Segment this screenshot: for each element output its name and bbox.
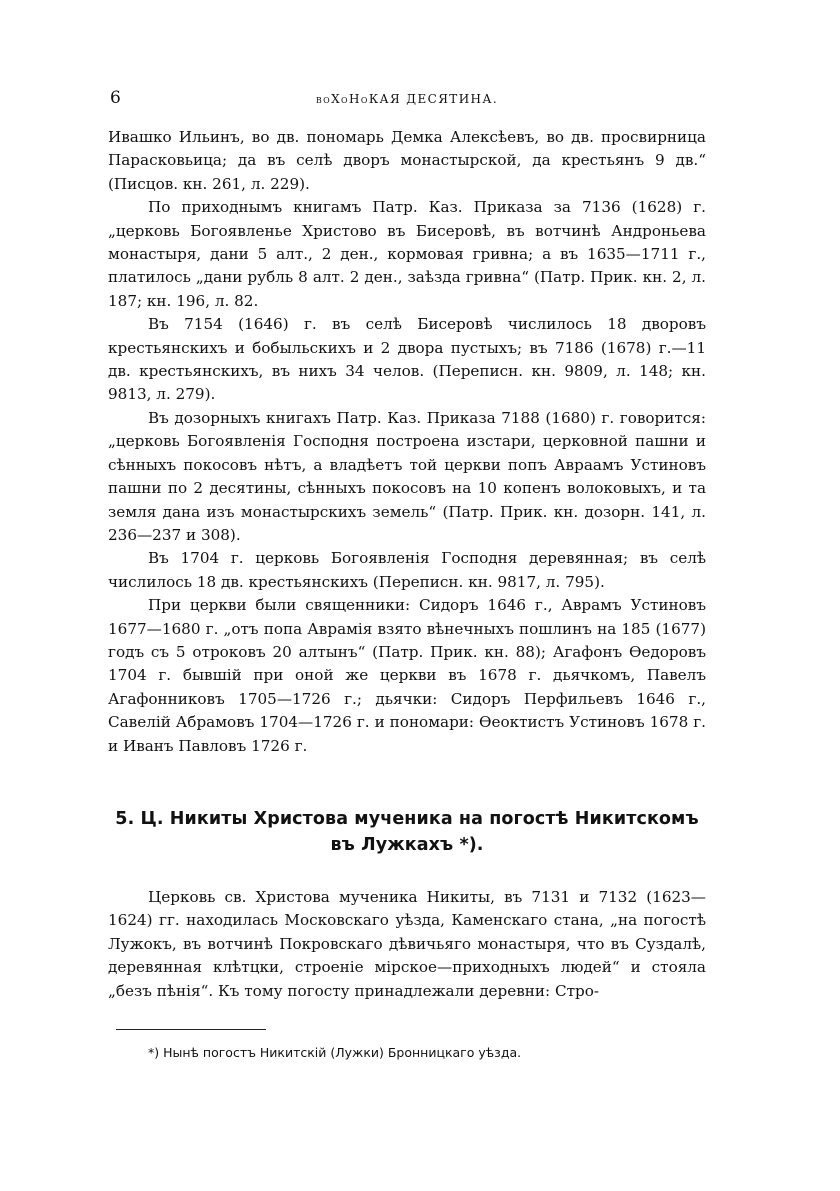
main-text — [108, 126, 706, 758]
book-page — [108, 88, 706, 1062]
section-heading: 5. Ц. Никиты Христова мученика на погостѣ Никитскомъ въ Лужкахъ *). — [115, 808, 699, 855]
paragraph: Церковь св. Христова мученика Никиты, въ 7131 и 7132 (1623—1624) гг. находилась Московскаго уѣзда, Каменскаго стана, „на погостѣ Лужокъ, въ вотчинѣ Покровскаго дѣвичьяго монастыря, что въ Суздалѣ, деревянная клѣтцки, строеніе мірское—приходныхъ людей“ и стояла „безъ пѣнія“. Къ тому погосту принадлежали деревни: Стро- — [108, 887, 706, 1000]
running-head: воХоНоКАЯ ДЕСЯТИНА. — [315, 92, 499, 106]
paragraph: По приходнымъ книгамъ Патр. Каз. Приказа за 7136 (1628) г. „церковь Богоявленье Христово въ Бисеровѣ, въ вотчинѣ Андроньева монастыря, дани 5 алт., 2 ден., кормовая гривна; а въ 1635—1711 г., платилось „дани рубль 8 алт. 2 ден., заѣзда гривна“ (Патр. Прик. кн. 2, л. 187; кн. 196, л. 82. — [108, 198, 706, 310]
paragraph-continuation: Ивашко Ильинъ, во дв. пономарь Демка Алексѣевъ, во дв. просвирница Парасковьица; да въ селѣ дворъ монастырской, да крестьянъ 9 дв.“ (Писцов. кн. 261, л. 229). — [108, 128, 706, 193]
page-header — [108, 88, 706, 114]
page-number: 6 — [110, 88, 121, 108]
paragraph: Въ 1704 г. церковь Богоявленія Господня деревянная; въ селѣ числилось 18 дв. крестьянскихъ (Переписн. кн. 9817, л. 795). — [108, 549, 706, 591]
paragraph: При церкви были священники: Сидоръ 1646 г., Аврамъ Устиновъ 1677—1680 г. „отъ попа Аврамія взято вѣнечныхъ пошлинъ на 185 (1677) годъ съ 5 отроковъ 20 алтынъ“ (Патр. Прик. кн. 88); Агафонъ Өедоровъ 1704 г. бывшій при оной же церкви въ 1678 г. дьячкомъ, Павелъ Агафонниковъ 1705—1726 г.; дьячки: Сидоръ Перфильевъ 1646 г., Савелій Абрамовъ 1704—1726 г. и пономари: Өеоктистъ Устиновъ 1678 г. и Иванъ Павловъ 1726 г. — [108, 596, 706, 755]
paragraph: Въ 7154 (1646) г. въ селѣ Бисеровѣ числилось 18 дворовъ крестьянскихъ и бобыльскихъ и 2 двора пустыхъ; въ 7186 (1678) г.—11 дв. крестьянскихъ, въ нихъ 34 челов. (Переписн. кн. 9809, л. 148; кн. 9813, л. 279). — [108, 315, 706, 404]
footnote-rule — [116, 1029, 266, 1030]
footnote: *) Нынѣ погостъ Никитскій (Лужки) Бронницкаго уѣзда. — [148, 1045, 522, 1060]
paragraph: Въ дозорныхъ книгахъ Патр. Каз. Приказа 7188 (1680) г. говорится: „церковь Богоявленія Господня построена изстари, церковной пашни и сѣнныхъ покосовъ нѣтъ, а владѣетъ той церкви попъ Авраамъ Устиновъ пашни по 2 десятины, сѣнныхъ покосовъ на 10 копенъ волоковыхъ, и та земля дана изъ монастырскихъ земель“ (Патр. Прик. кн. дозорн. 141, л. 236—237 и 308). — [108, 408, 706, 544]
section-text — [108, 886, 706, 1003]
